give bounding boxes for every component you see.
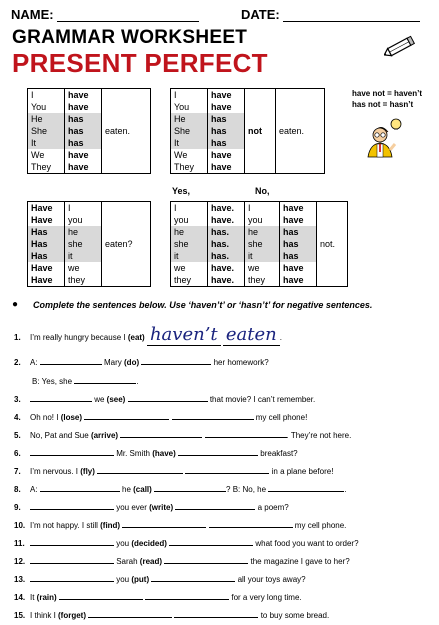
aux-cell: Have <box>28 274 65 287</box>
answer-blank[interactable] <box>174 608 258 618</box>
exercise-line <box>14 536 359 548</box>
sentence-text: . <box>344 485 347 494</box>
sentence-text: . <box>136 377 139 386</box>
no-subject-cell: he <box>245 226 280 238</box>
subject-cell: he <box>65 226 102 238</box>
sentence-text: I’m not happy. I still <box>30 521 101 530</box>
answer-blank[interactable] <box>154 482 226 492</box>
verb-prompt: (call) <box>133 485 152 494</box>
answer-blank[interactable] <box>30 554 114 564</box>
answer-blank[interactable] <box>30 392 92 402</box>
contraction-note <box>352 88 422 110</box>
exercise-number: 2. <box>14 358 21 367</box>
verb-prompt: (see) <box>106 395 126 404</box>
no-label: No, <box>255 186 270 196</box>
instructions-text: Complete the sentences below. Use ‘haven’t’ or ‘hasn’t’ for negative sentences. <box>33 300 373 310</box>
aux-cell: Have <box>28 202 65 215</box>
verb-prompt: (have) <box>152 449 176 458</box>
verb-cell: eaten. <box>276 89 325 174</box>
sentence-text: what food you want to order? <box>253 539 359 548</box>
no-aux-cell: has <box>280 226 317 238</box>
sentence-text: A: <box>30 485 40 494</box>
exercise-number: 11. <box>14 539 25 548</box>
aux-cell: have <box>65 161 102 174</box>
answer-blank[interactable] <box>172 410 254 420</box>
verb-prompt: (forget) <box>58 611 87 620</box>
yes-subject-cell: it <box>171 250 208 262</box>
answer-blank[interactable] <box>141 355 211 365</box>
worksheet-title: GRAMMAR WORKSHEET <box>12 27 248 48</box>
answer-blank[interactable] <box>268 482 347 494</box>
worksheet-subtitle: PRESENT PERFECT <box>12 48 268 78</box>
no-aux-cell: has <box>280 250 317 262</box>
no-subject-cell: we <box>245 262 280 274</box>
sentence-text: It <box>30 593 37 602</box>
exercise-line <box>14 572 306 584</box>
subject-cell: It <box>28 137 65 149</box>
sentence-text: I think I <box>30 611 59 620</box>
answer-blank[interactable] <box>84 410 169 420</box>
aux-cell: has <box>65 125 102 137</box>
exercise-number: 1. <box>14 333 21 342</box>
sentence-text: you <box>114 539 132 548</box>
sentence-text: No, Pat and Sue <box>30 431 91 440</box>
yes-aux-cell: have. <box>208 262 245 274</box>
subject-cell: She <box>28 125 65 137</box>
exercise-number: 10. <box>14 521 26 530</box>
sentence-text: B: Yes, she <box>32 377 75 386</box>
verb-prompt: (rain) <box>36 593 57 602</box>
verb-cell: eaten? <box>102 202 151 287</box>
subject-cell: she <box>65 238 102 250</box>
answer-blank[interactable] <box>128 392 208 402</box>
aux-cell: has <box>208 137 245 149</box>
exercise-line <box>14 518 346 530</box>
aux-cell: have <box>208 149 245 161</box>
subject-cell: I <box>171 89 208 102</box>
verb-prompt: (fly) <box>80 467 95 476</box>
answer-blank[interactable] <box>59 590 143 600</box>
subject-cell: We <box>171 149 208 161</box>
answer-blank[interactable] <box>30 446 114 456</box>
subject-cell: He <box>28 113 65 125</box>
subject-cell: She <box>171 125 208 137</box>
yes-subject-cell: they <box>171 274 208 287</box>
handwritten-answer: eaten <box>223 324 280 346</box>
sentence-text: breakfast? <box>258 449 298 458</box>
sentence-text: my cell phone. <box>292 521 347 530</box>
sentence-text: you ever <box>114 503 150 512</box>
answer-blank[interactable] <box>120 428 202 438</box>
exercise-line <box>14 392 315 404</box>
exercise-number: 8. <box>14 485 21 494</box>
exercise-line <box>14 428 351 440</box>
aux-cell: have <box>208 161 245 174</box>
exercise-number: 9. <box>14 503 21 512</box>
answer-blank[interactable] <box>164 554 248 564</box>
sentence-text: her homework? <box>211 358 269 367</box>
date-row <box>241 7 420 22</box>
sentence-text: for a very long time. <box>229 593 302 602</box>
subject-cell: He <box>171 113 208 125</box>
subject-cell: I <box>28 89 65 102</box>
aux-cell: have <box>65 101 102 113</box>
name-field[interactable] <box>57 9 199 22</box>
answer-blank[interactable] <box>88 608 172 618</box>
aux-cell: Have <box>28 262 65 274</box>
verb-prompt: (decided) <box>131 539 167 548</box>
sentence-text: that movie? I can’t remember. <box>207 395 316 404</box>
exercise-number: 6. <box>14 449 21 458</box>
aux-cell: have <box>208 101 245 113</box>
exercise-line <box>14 355 269 367</box>
answer-blank[interactable] <box>30 572 114 582</box>
aux-cell: has <box>65 113 102 125</box>
no-aux-cell: has <box>280 238 317 250</box>
sentence-text: all your toys away? <box>235 575 306 584</box>
no-aux-cell: have <box>280 274 317 287</box>
sentence-text: . <box>279 333 282 342</box>
short-answer-table <box>170 201 348 287</box>
answer-blank[interactable] <box>169 536 253 546</box>
answer-blank[interactable] <box>97 464 183 474</box>
name-label: NAME: <box>11 7 54 22</box>
pencil-icon <box>384 34 418 58</box>
name-row <box>11 7 199 22</box>
aux-cell: have <box>208 89 245 102</box>
yes-aux-cell: has. <box>208 250 245 262</box>
exercise-line <box>14 324 282 346</box>
sentence-text: you <box>114 575 132 584</box>
handwritten-answer: haven’t <box>147 324 221 346</box>
sentence-text: Sarah <box>114 557 140 566</box>
exercise-number: 14. <box>14 593 26 602</box>
no-subject-cell: they <box>245 274 280 287</box>
answer-blank[interactable] <box>30 500 114 510</box>
answer-blank[interactable] <box>145 590 229 600</box>
answer-blank[interactable] <box>30 536 114 546</box>
subject-cell: They <box>28 161 65 174</box>
affirmative-table <box>27 88 151 174</box>
sentence-text: I’m nervous. I <box>30 467 81 476</box>
yes-aux-cell: have. <box>208 274 245 287</box>
sentence-text: Oh no! I <box>30 413 61 422</box>
sentence-text: we <box>92 395 107 404</box>
yes-subject-cell: we <box>171 262 208 274</box>
answer-blank[interactable] <box>122 518 206 528</box>
exercise-line <box>14 500 289 512</box>
sentence-text: . They’re not here. <box>286 431 352 440</box>
not-cell: not <box>245 89 276 174</box>
verb-prompt: (lose) <box>60 413 83 422</box>
verb-prompt: (do) <box>124 358 140 367</box>
sentence-text: to buy some bread. <box>258 611 330 620</box>
aux-cell: has <box>65 137 102 149</box>
no-subject-cell: it <box>245 250 280 262</box>
answer-blank[interactable] <box>151 572 235 582</box>
sentence-text: a poem? <box>255 503 289 512</box>
sentence-text: the magazine I gave to her? <box>248 557 350 566</box>
subject-cell: You <box>28 101 65 113</box>
exercise-line <box>14 590 302 602</box>
aux-cell: Has <box>28 226 65 238</box>
negative-table <box>170 88 325 174</box>
no-aux-cell: have <box>280 202 317 215</box>
exercise-line <box>14 410 307 422</box>
subject-cell: It <box>171 137 208 149</box>
subject-cell: we <box>65 262 102 274</box>
sentence-text: A: <box>30 358 40 367</box>
exercise-number: 4. <box>14 413 21 422</box>
aux-cell: Has <box>28 250 65 262</box>
subject-cell: it <box>65 250 102 262</box>
yes-subject-cell: I <box>171 202 208 215</box>
note-line-2: has not = hasn’t <box>352 100 414 109</box>
answer-blank[interactable] <box>40 355 102 365</box>
sentence-text: in a plane before! <box>269 467 334 476</box>
answer-blank[interactable] <box>40 482 120 492</box>
aux-cell: Have <box>28 214 65 226</box>
verb-prompt: (eat) <box>127 333 145 342</box>
exercise-number: 5. <box>14 431 21 440</box>
exercise-line <box>14 464 333 476</box>
no-aux-cell: have <box>280 262 317 274</box>
verb-cell: eaten. <box>102 89 151 174</box>
no-aux-cell: have <box>280 214 317 226</box>
exercise-line <box>14 554 350 566</box>
sentence-text: I’m really hungry because I <box>30 333 128 342</box>
answer-blank[interactable] <box>185 464 269 474</box>
exercise-number: 15. <box>14 611 26 620</box>
date-label: DATE: <box>241 7 280 22</box>
verb-prompt: (write) <box>149 503 174 512</box>
sentence-text: he <box>119 485 134 494</box>
yes-aux-cell: have. <box>208 214 245 226</box>
exercise-line <box>14 374 139 386</box>
exercise-line <box>14 482 347 494</box>
answer-blank[interactable] <box>178 446 258 456</box>
yes-subject-cell: you <box>171 214 208 226</box>
aux-cell: Has <box>28 238 65 250</box>
yes-aux-cell: have. <box>208 202 245 215</box>
sentence-text: Mary <box>101 358 125 367</box>
subject-cell: They <box>171 161 208 174</box>
sentence-text: Mr. Smith <box>114 449 153 458</box>
subject-cell: I <box>65 202 102 215</box>
answer-blank[interactable] <box>175 500 255 510</box>
verb-prompt: (put) <box>131 575 150 584</box>
subject-cell: they <box>65 274 102 287</box>
exercise-line <box>14 608 329 620</box>
exercise-number: 13. <box>14 575 26 584</box>
not-cell: not. <box>317 202 348 287</box>
aux-cell: has <box>208 113 245 125</box>
question-table <box>27 201 151 287</box>
idea-person-icon <box>364 116 404 158</box>
answer-blank[interactable] <box>209 518 293 528</box>
note-line-1: have not = haven’t <box>352 89 423 98</box>
answer-blank[interactable] <box>205 428 287 438</box>
no-subject-cell: you <box>245 214 280 226</box>
aux-cell: have <box>65 149 102 161</box>
subject-cell: We <box>28 149 65 161</box>
exercise-number: 12. <box>14 557 26 566</box>
sentence-text: my cell phone! <box>253 413 308 422</box>
aux-cell: have <box>65 89 102 102</box>
sentence-text: ? B: No, he <box>226 485 269 494</box>
bullet-icon: ● <box>12 299 19 310</box>
date-field[interactable] <box>283 9 420 22</box>
exercise-number: 3. <box>14 395 21 404</box>
verb-prompt: (read) <box>139 557 163 566</box>
yes-aux-cell: has. <box>208 238 245 250</box>
no-subject-cell: she <box>245 238 280 250</box>
subject-cell: You <box>171 101 208 113</box>
yes-label: Yes, <box>172 186 191 196</box>
subject-cell: you <box>65 214 102 226</box>
verb-prompt: (arrive) <box>90 431 119 440</box>
exercise-line <box>14 446 298 458</box>
answer-blank[interactable] <box>74 374 139 386</box>
yes-subject-cell: she <box>171 238 208 250</box>
verb-prompt: (find) <box>100 521 121 530</box>
exercise-number: 7. <box>14 467 21 476</box>
aux-cell: has <box>208 125 245 137</box>
yes-aux-cell: has. <box>208 226 245 238</box>
yes-subject-cell: he <box>171 226 208 238</box>
no-subject-cell: I <box>245 202 280 215</box>
